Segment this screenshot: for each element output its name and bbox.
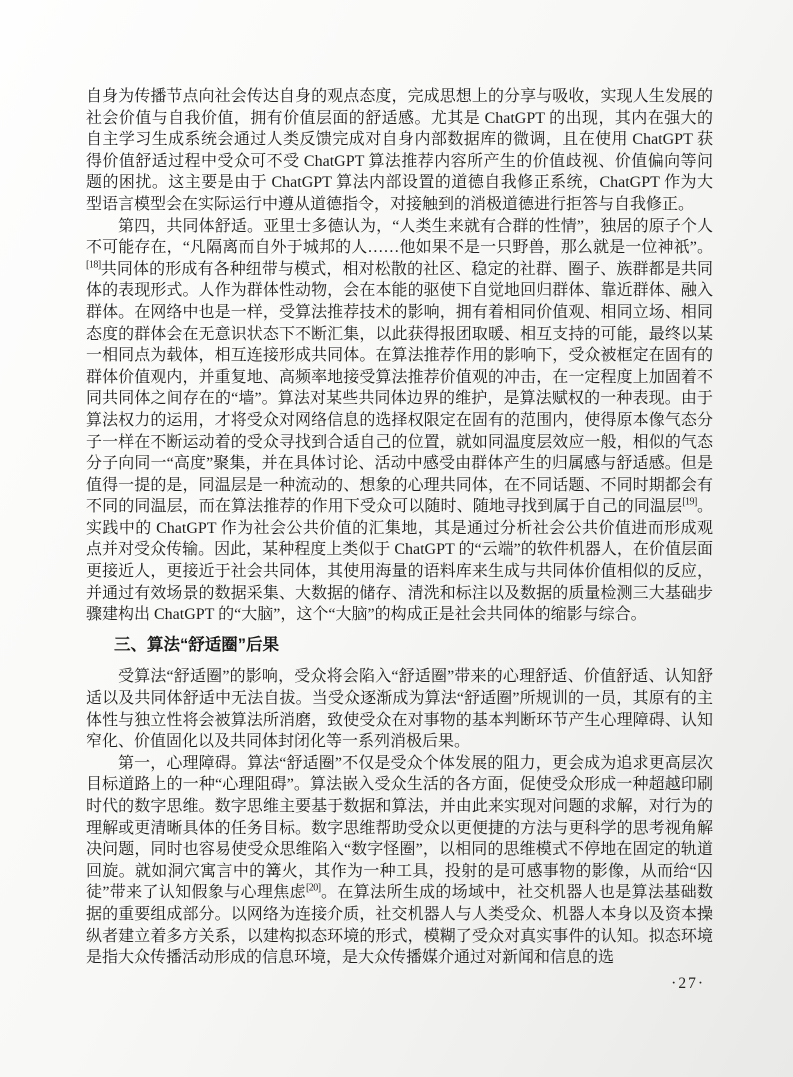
footnote-ref: [18]: [86, 259, 101, 271]
page-content: [86, 86, 713, 1046]
page-number: ·27·: [671, 974, 705, 992]
paragraph: 自身为传播节点向社会传达自身的观点态度，完成思想上的分享与吸收，实现人生发展的社会价值与自我价值，拥有价值层面的舒适感。尤其是 ChatGPT 的出现，其内在强大的自主学习生成系统会通过人类反馈完成对自身内部数据库的微调，且在使用 ChatGPT 获得价值舒适过程中受众可不受 ChatGPT 算法推荐内容所产生的价值歧视、价值偏向等问题的困扰。这主要是由于 ChatGPT 算法内部设置的道德自我修正系统，ChatGPT 作为大型语言模型会在实际运行中遵从道德指令，对接触到的消极道德进行拒答与自我修正。: [86, 88, 713, 213]
article-body: [86, 86, 713, 969]
footnote-ref: [19]: [682, 496, 697, 508]
section-heading: 三、算法“舒适圈”后果: [114, 635, 280, 654]
paragraph: 第一，心理障碍。算法“舒适圈”不仅是受众个体发展的阻力，更会成为追求更高层次目标道路上的一种“心理阻碍”。算法嵌入受众生活的各方面，促使受众形成一种超越印刷时代的数字思维。数字思维主要基于数据和算法，并由此来实现对问题的求解，对行为的理解或更清晰具体的任务目标。数字思维帮助受众以更便捷的方法与更科学的思考视角解决问题，同时也容易使受众思维陷入“数字怪圈”，以相同的思维模式不停地在固定的轨道回旋。就如洞穴寓言中的篝火，其作为一种工具，投射的是可感事物的影像，从而给“囚徒”带来了认知假象与心理焦虑[20]。在算法所生成的场域中，社交机器人也是算法基础数据的重要组成部分。以网络为连接介质，社交机器人与人类受众、机器人本身以及资本操纵者建立着多方关系，以建构拟态环境的形式，模糊了受众对真实事件的认知。拟态环境是指大众传播活动形成的信息环境，是大众传播媒介通过对新闻和信息的选: [86, 754, 713, 967]
paragraph: 第四，共同体舒适。亚里士多德认为，“人类生来就有合群的性情”，独居的原子个人不可能存在，“凡隔离而自外于城邦的人……他如果不是一只野兽，那么就是一位神祇”。[18]共同体的形成有各种纽带与模式，相对松散的社区、稳定的社群、圈子、族群都是共同体的表现形式。人作为群体性动物，会在本能的驱使下自觉地回归群体、靠近群体、融入群体。在网络中也是一样，受算法推荐技术的影响，拥有着相同价值观、相同立场、相同态度的群体会在无意识状态下不断汇集，以此获得报团取暖、相互支持的可能，最终以某一相同点为载体，相互连接形成共同体。在算法推荐作用的影响下，受众被框定在固有的群体价值观内，并重复地、高频率地接受算法推荐价值观的冲击，在一定程度上加固着不同共同体之间存在的“墙”。算法对某些共同体边界的维护，是算法赋权的一种表现。由于算法权力的运用，才将受众对网络信息的选择权限定在固有的范围内，使得原本像气态分子一样在不断运动着的受众寻找到合适自己的位置，就如同温度层效应一般，相似的气态分子向同一“高度”聚集，并在具体讨论、活动中感受由群体产生的归属感与舒适感。但是值得一提的是，同温层是一种流动的、想象的心理共同体，在不同话题、不同时期都会有不同的同温层，而在算法推荐的作用下受众可以随时、随地寻找到属于自己的同温层[19]。实践中的 ChatGPT 作为社会公共价值的汇集地，其是通过分析社会公共价值进而形成观点并对受众传输。因此，某种程度上类似于 ChatGPT 的“云端”的软件机器人，在价值层面更接近人，更接近于社会共同体，其使用海量的语料库来生成与共同体价值相似的反应，并通过有效场景的数据采集、大数据的储存、清洗和标注以及数据的质量检测三大基础步骤建构出 ChatGPT 的“大脑”，这个“大脑”的构成正是社会共同体的缩影与综合。: [86, 217, 713, 624]
footnote-ref: [20]: [305, 883, 321, 895]
paragraph: 受算法“舒适圈”的影响，受众将会陷入“舒适圈”带来的心理舒适、价值舒适、认知舒适以及共同体舒适中无法自拔。当受众逐渐成为算法“舒适圈”所规训的一员，其原有的主体性与独立性将会被算法所消磨，致使受众在对事物的基本判断环节产生心理障碍、认知窄化、价值固化以及共同体封闭化等一系列消极后果。: [86, 668, 713, 751]
